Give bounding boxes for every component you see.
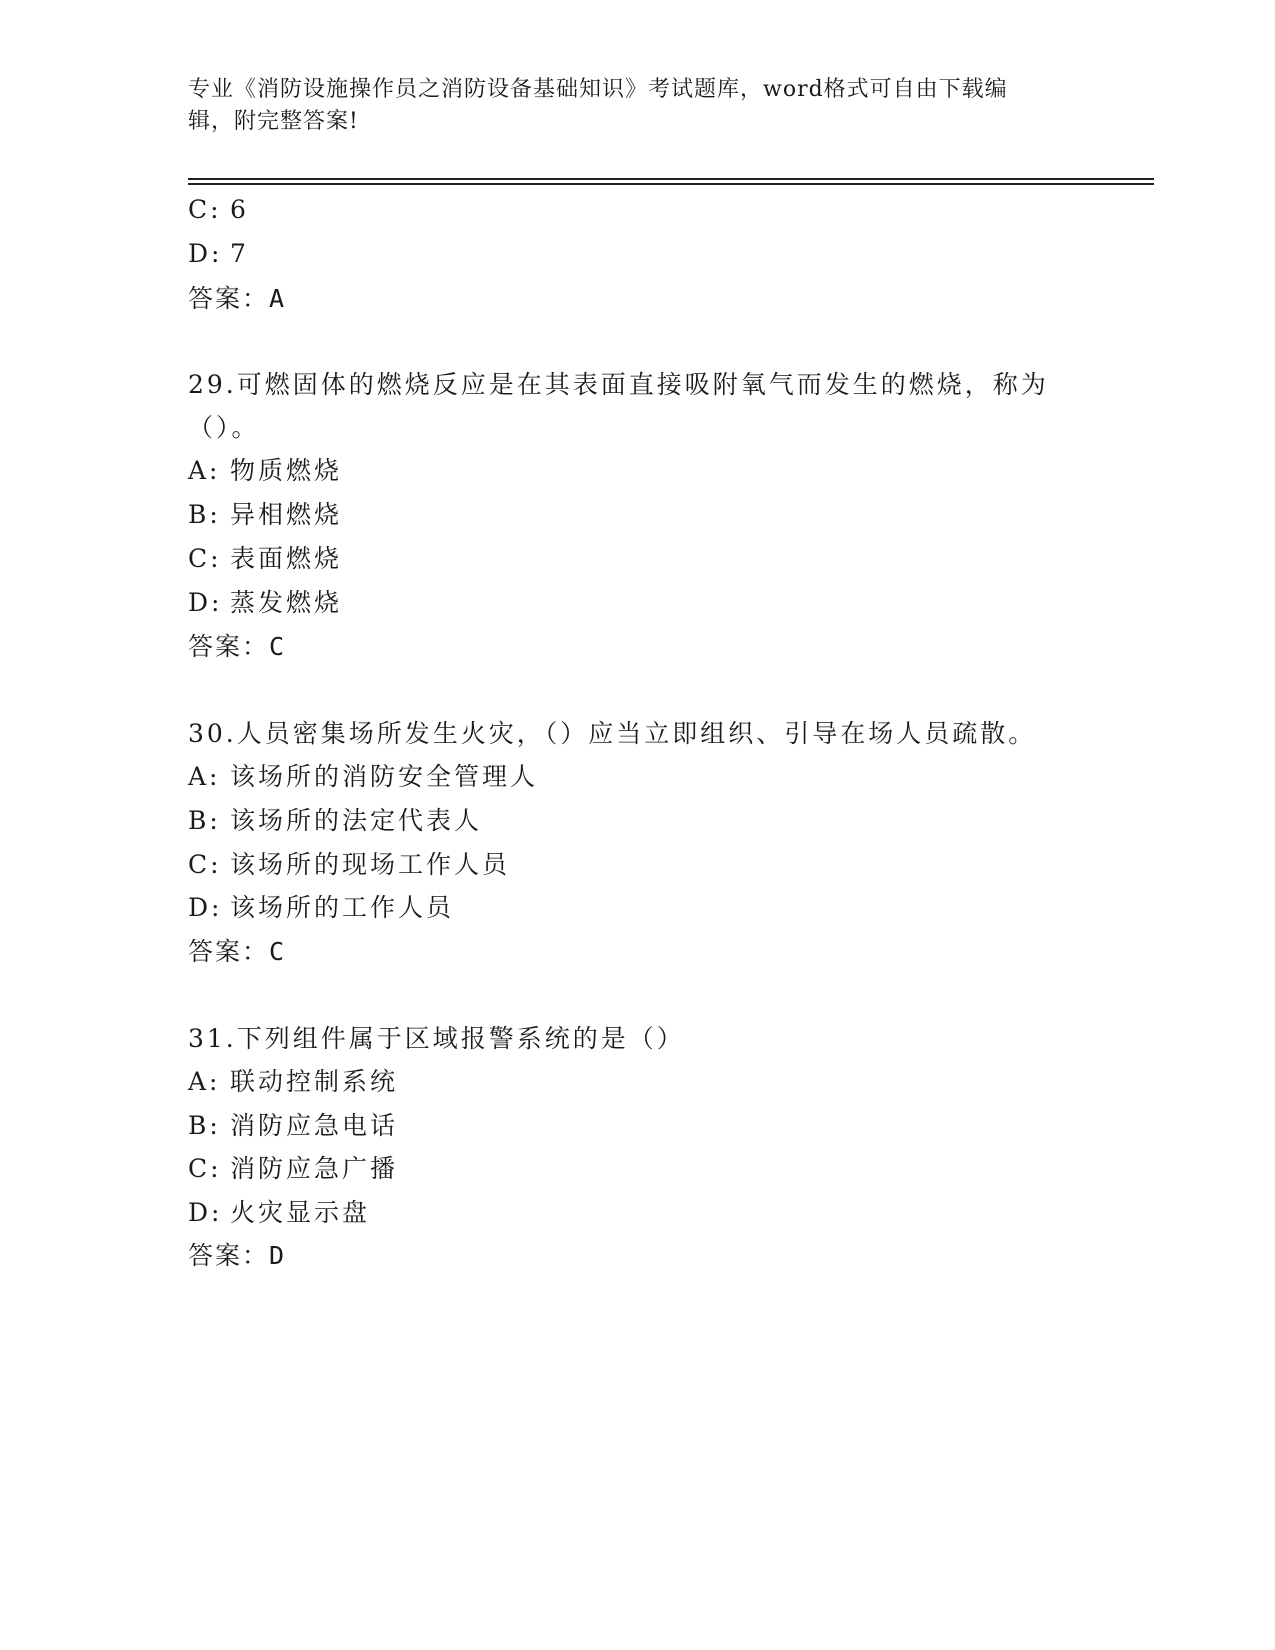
header-line-1: 专业《消防设施操作员之消防设备基础知识》考试题库，word格式可自由下载编 [188,77,1008,102]
option-letter: D: [188,1198,223,1227]
option-row [188,544,342,574]
option-letter: B: [188,806,221,835]
option-row [188,239,249,269]
option-row [188,588,342,618]
option-letter: A: [188,1067,221,1096]
option-row [188,850,510,880]
option-row [188,1154,398,1184]
answer-value: D [269,1241,287,1270]
header-divider-bottom [188,183,1154,185]
option-text: 异相燃烧 [230,500,343,529]
option-row [188,1198,370,1228]
document-header [188,74,1088,138]
option-text: 消防应急电话 [230,1111,399,1140]
option-row [188,806,482,836]
question-stem: 29.可燃固体的燃烧反应是在其表面直接吸附氧气而发生的燃烧，称为 [188,370,1049,399]
option-text: 联动控制系统 [230,1067,399,1096]
answer-label: 答案： [188,1241,270,1270]
option-text: 7 [230,239,249,268]
answer-value: C [269,937,287,966]
option-row [188,195,249,225]
option-text: 6 [230,195,249,224]
option-text: 消防应急广播 [230,1154,399,1183]
option-text: 火灾显示盘 [230,1198,371,1227]
option-letter: D: [188,588,223,617]
option-letter: C: [188,1154,222,1183]
answer-row [188,632,286,662]
answer-value: C [269,632,287,661]
option-letter: D: [188,893,223,922]
header-line-2: 辑，附完整答案! [188,109,359,134]
option-text: 该场所的法定代表人 [230,806,483,835]
option-row [188,1111,398,1141]
option-letter: C: [188,195,222,224]
option-text: 该场所的工作人员 [230,893,455,922]
option-letter: C: [188,544,222,573]
header-divider-top [188,178,1154,180]
option-text: 表面燃烧 [230,544,343,573]
option-letter: B: [188,1111,221,1140]
option-letter: A: [188,456,221,485]
answer-value: A [269,284,287,313]
answer-label: 答案： [188,937,270,966]
option-letter: D: [188,239,223,268]
question-stem: 30.人员密集场所发生火灾，（）应当立即组织、引导在场人员疏散。 [188,719,1037,748]
question-stem-continuation: （）。 [188,413,260,442]
question-stem: 31.下列组件属于区域报警系统的是（） [188,1024,685,1053]
option-letter: A: [188,762,221,791]
option-row [188,500,342,530]
option-letter: C: [188,850,222,879]
option-row [188,893,454,923]
option-row [188,762,538,792]
answer-label: 答案： [188,632,270,661]
answer-row [188,1241,286,1271]
option-letter: B: [188,500,221,529]
option-row [188,1067,398,1097]
answer-row [188,284,286,314]
option-text: 蒸发燃烧 [230,588,343,617]
option-text: 该场所的消防安全管理人 [230,762,539,791]
answer-row [188,937,286,967]
option-row [188,456,342,486]
option-text: 该场所的现场工作人员 [230,850,511,879]
option-text: 物质燃烧 [230,456,343,485]
answer-label: 答案： [188,284,270,313]
